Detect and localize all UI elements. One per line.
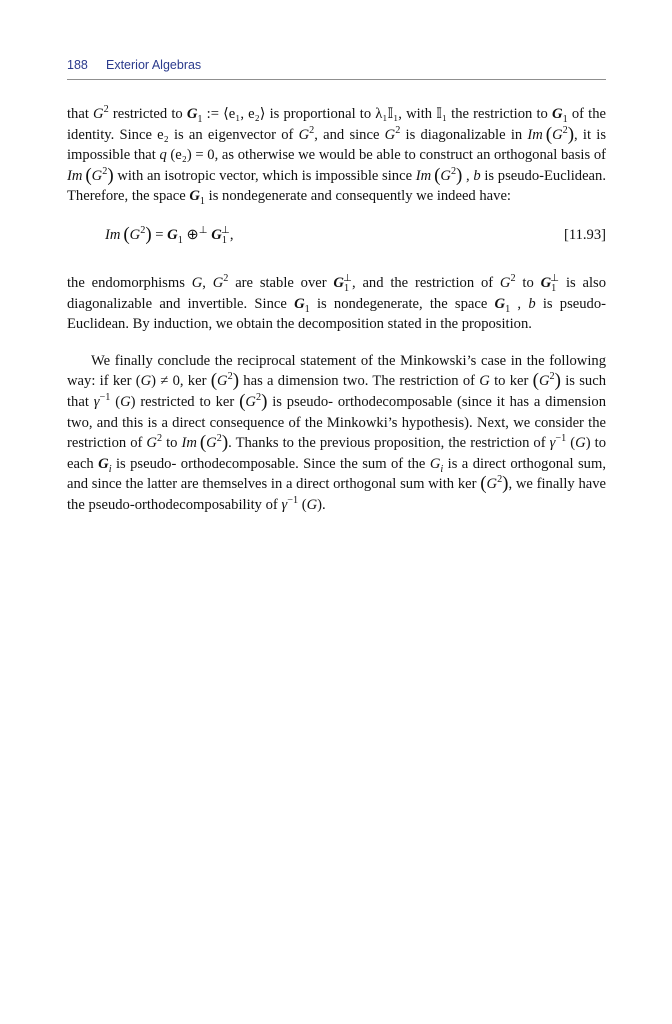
paragraph-2: the endomorphisms G, $G^2$ are stable over $G_1^\perp$, and the restriction of $G^2$ to $G_1^\perp$ is also diagonalizable and invertible. Since $G_1$ is nondegenerate, the space $G_1$ , b is pseudo- Euclidean. By induction, we obtain the decomposition stated in the proposition. bbox=[67, 273, 606, 333]
display-equation bbox=[67, 217, 606, 261]
equation-body: Im $(G^2) = G_1$ ⊕⊥ $G_1^\perp$, bbox=[105, 223, 234, 246]
body-text bbox=[67, 104, 606, 516]
running-header bbox=[67, 55, 606, 80]
paragraph-3: We finally conclude the reciprocal statement of the Minkowski’s case in the following way: if ker (G) ≠ 0, ker $(G^2)$ has a dimension two. The restriction of G to ker $(G^2)$ is such that $\gamma^{-1}$ (G) restricted to ker $(G^2)$ is pseudo- orthodecomposable (since it has a dimension two, and this is a direct consequence of the Minkowki’s hypothesis). Next, we consider the restriction of $G^2$ to Im $(G^2)$. Thanks to the previous proposition, the restriction of $\gamma^{-1}$ (G) to each $G_i$ is pseudo- orthodecomposable. Since the sum of the $G_i$ is a direct orthogonal sum, and since the latter are themselves in a direct orthogonal sum with ker $(G^2)$, we finally have the pseudo-orthodecomposability of $\gamma^{-1}$ (G). bbox=[67, 352, 607, 513]
page-number: 188 bbox=[67, 58, 88, 72]
paragraph-1: that $G^2$ restricted to $G_1$ := ⟨e₁, e₂⟩ is proportional to λ₁𝕀₁, with 𝕀₁ the restriction to $G_1$ of the identity. Since e₂ is an eigenvector of $G^2$, and since $G^2$ is diagonalizable in Im $(G^2)$, it is impossible that q (e₂) = 0, as otherwise we would be able to construct an orthogonal basis of Im $(G^2)$ with an isotropic vector, which is impossible since Im $(G^2)$ , b is pseudo-Euclidean. Therefore, the space $G_1$ is nondegenerate and consequently we indeed have: bbox=[67, 104, 606, 208]
running-title: Exterior Algebras bbox=[106, 58, 202, 72]
equation-number: [11.93] bbox=[563, 226, 606, 243]
